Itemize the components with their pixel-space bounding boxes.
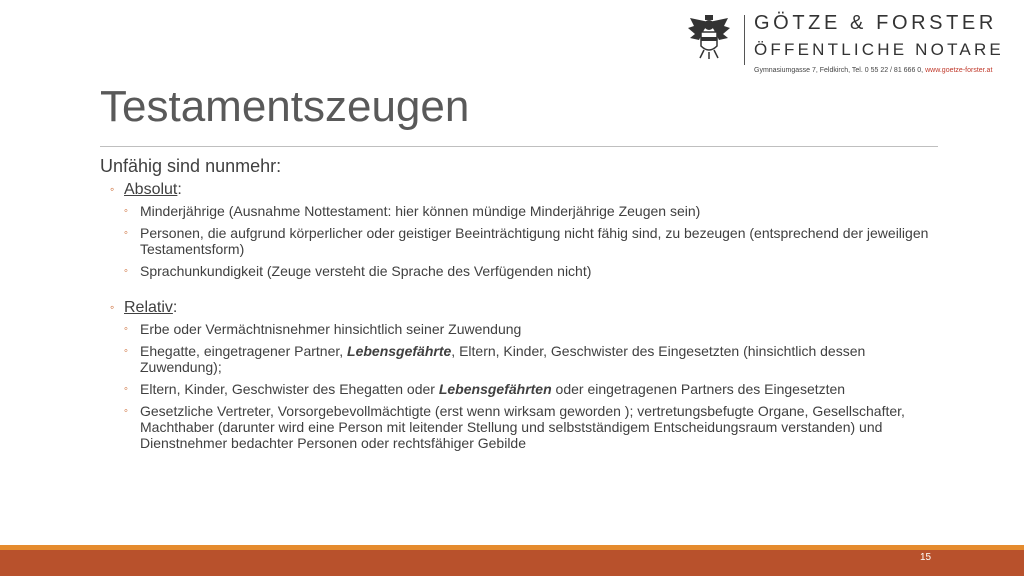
section-heading-relativ xyxy=(100,299,940,317)
logo-divider xyxy=(744,15,745,65)
heading-colon: : xyxy=(177,181,182,198)
section-heading-label: Absolut xyxy=(124,181,178,198)
list-item-text: Sprachunkundigkeit (Zeuge versteht die Sprache des Verfügenden nicht) xyxy=(140,263,592,279)
list-item xyxy=(100,343,940,375)
list-item-text-pre: Ehegatte, eingetragener Partner, xyxy=(140,343,348,359)
bullet-icon: ◦ xyxy=(124,265,128,277)
list-item xyxy=(100,263,940,279)
slide-title: Testamentszeugen xyxy=(100,82,470,131)
list-item xyxy=(100,203,940,219)
bullet-icon: ◦ xyxy=(124,227,128,239)
list-item-text-post: , Eltern, Kinder, Geschwister des Eingesetzten (hinsichtlich dessen Zuwendung); xyxy=(140,343,866,375)
list-item-text-pre: Eltern, Kinder, Geschwister des Ehegatten oder xyxy=(140,381,439,397)
bullet-icon: ◦ xyxy=(124,405,128,417)
slide-content xyxy=(100,156,940,457)
firm-subtitle: ÖFFENTLICHE NOTARE xyxy=(754,40,1004,59)
title-divider xyxy=(100,146,938,147)
emphasis-text: Lebensgefährten xyxy=(438,381,552,397)
bullet-icon: ◦ xyxy=(110,300,115,314)
list-item xyxy=(100,381,940,397)
firm-address xyxy=(754,67,992,74)
austrian-eagle-crest-icon xyxy=(684,12,734,62)
list-item xyxy=(100,403,940,451)
list-item-text: Minderjährige (Ausnahme Nottestament: hier können mündige Minderjährige Zeugen sein) xyxy=(140,203,701,219)
section-heading-absolut xyxy=(100,181,940,199)
list-item xyxy=(100,225,940,257)
intro-text: Unfähig sind nunmehr: xyxy=(100,156,282,176)
list-item xyxy=(100,321,940,337)
website-link[interactable]: www.goetze-forster.at xyxy=(925,67,993,74)
list-item-text-post: oder eingetragenen Partners des Eingesetzten xyxy=(551,381,846,397)
bullet-icon: ◦ xyxy=(124,205,128,217)
firm-logo xyxy=(684,10,1014,80)
section-heading-label: Relativ xyxy=(124,299,173,316)
firm-name: GÖTZE & FORSTER xyxy=(754,12,997,34)
emphasis-text: Lebensgefährte xyxy=(347,343,452,359)
bullet-icon: ◦ xyxy=(124,345,128,357)
list-item-text: Erbe oder Vermächtnisnehmer hinsichtlich seiner Zuwendung xyxy=(140,321,522,337)
heading-colon: : xyxy=(172,299,178,316)
footer-bar xyxy=(0,550,1024,576)
bullet-icon: ◦ xyxy=(124,323,128,335)
page-number: 15 xyxy=(920,552,932,563)
list-item-text: Personen, die aufgrund körperlicher oder geistiger Beeinträchtigung nicht fähig sind, zu bezeugen (entsprechend der jeweiligen Testamentsform) xyxy=(140,225,929,257)
list-item-text: Gesetzliche Vertreter, Vorsorgebevollmächtigte (erst wenn wirksam geworden ); vertretungsbefugte Organe, Gesellschafter, Machthaber (darunter wird eine Person mit leitender Stellung und selbstständigem Entscheidungsraum verstanden) und Dienstnehmer bedachter Personen oder rechtsfähiger Gebilde xyxy=(140,403,905,451)
address-text: Gymnasiumgasse 7, Feldkirch, Tel. 0 55 22 / 81 666 0, xyxy=(754,67,926,74)
bullet-icon: ◦ xyxy=(124,383,128,395)
bullet-icon: ◦ xyxy=(110,182,115,196)
